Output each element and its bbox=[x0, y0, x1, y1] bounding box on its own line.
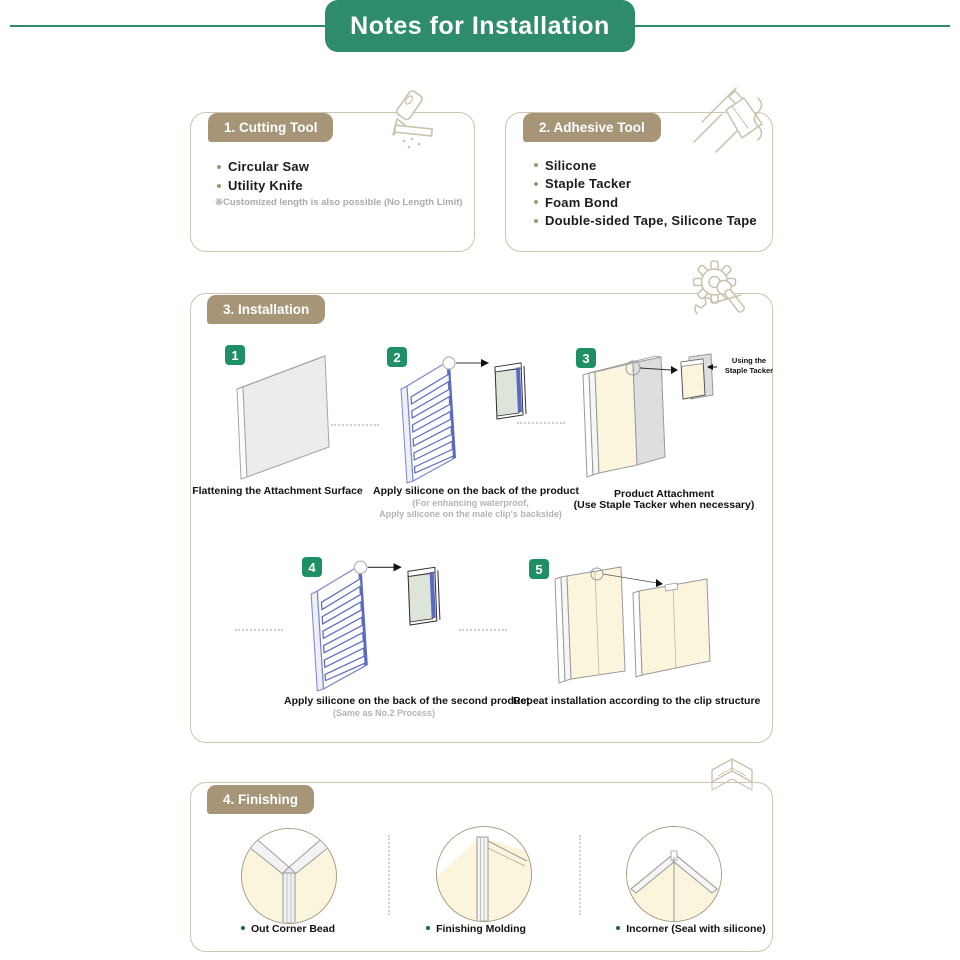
finishing-item-3 bbox=[581, 923, 801, 935]
step1-caption: Flattening the Attachment Surface bbox=[192, 485, 363, 497]
bullet-dot bbox=[534, 182, 538, 186]
list-item bbox=[217, 157, 309, 176]
step2-subcaption-1: (For enhancing waterproof, bbox=[412, 498, 529, 508]
installation-card bbox=[190, 293, 773, 743]
dotted-separator bbox=[517, 422, 565, 424]
bullet-dot bbox=[534, 200, 538, 204]
bullet-dot bbox=[241, 926, 245, 930]
dotted-separator bbox=[388, 835, 390, 915]
bullet-dot bbox=[217, 165, 221, 169]
out-corner-bead-drawing bbox=[242, 829, 336, 923]
finishing-item-label: Finishing Molding bbox=[436, 923, 526, 935]
flat-surface-illustration bbox=[229, 347, 341, 485]
dotted-separator bbox=[459, 629, 507, 631]
step-badge-3: 3 bbox=[576, 348, 596, 368]
step5-caption: Repeat installation according to the clip structure bbox=[513, 695, 761, 707]
bullet-dot bbox=[217, 184, 221, 188]
adhesive-tool-list bbox=[534, 156, 757, 230]
apply-silicone-second-illustration bbox=[307, 557, 443, 693]
bullet-dot bbox=[616, 926, 620, 930]
list-item bbox=[534, 193, 757, 212]
step-badge-2: 2 bbox=[387, 347, 407, 367]
installation-label: 3. Installation bbox=[207, 295, 325, 324]
bullet-dot bbox=[426, 926, 430, 930]
cutting-note: ※Customized length is also possible (No Length Limit) bbox=[215, 197, 463, 208]
step3-caption-2: (Use Staple Tacker when necessary) bbox=[573, 499, 755, 511]
finishing-item-2 bbox=[386, 923, 566, 935]
silicone-gun-icon bbox=[692, 86, 768, 160]
list-item-label: Double-sided Tape, Silicone Tape bbox=[545, 213, 757, 229]
repeat-installation-illustration bbox=[547, 557, 739, 689]
step3-caption: Product Attachment bbox=[614, 488, 714, 500]
step-badge-5: 5 bbox=[529, 559, 549, 579]
list-item bbox=[534, 212, 757, 231]
finishing-item-1 bbox=[198, 923, 378, 935]
finishing-label: 4. Finishing bbox=[207, 785, 314, 814]
finishing-molding-illustration bbox=[436, 826, 532, 922]
corner-bead-icon bbox=[704, 756, 758, 808]
list-item-label: Silicone bbox=[545, 157, 597, 173]
bullet-dot bbox=[534, 219, 538, 223]
dotted-separator bbox=[235, 629, 283, 631]
incorner-drawing bbox=[627, 827, 721, 921]
finishing-item-label: Out Corner Bead bbox=[250, 923, 335, 935]
product-attachment-illustration bbox=[567, 349, 717, 485]
cutting-tool-label: 1. Cutting Tool bbox=[208, 113, 333, 142]
step4-caption: Apply silicone on the back of the second product bbox=[284, 695, 530, 707]
list-item-label: Staple Tacker bbox=[545, 176, 632, 192]
list-item-label: Circular Saw bbox=[228, 159, 310, 174]
out-corner-bead-illustration bbox=[241, 828, 337, 924]
cutting-tool-list bbox=[217, 157, 309, 195]
finishing-molding-drawing bbox=[437, 827, 531, 921]
finishing-item-label: Incorner (Seal with silicone) bbox=[626, 923, 766, 935]
step-badge-1: 1 bbox=[225, 345, 245, 365]
list-item bbox=[217, 176, 309, 195]
gear-wrench-icon bbox=[688, 258, 758, 322]
list-item-label: Foam Bond bbox=[545, 194, 619, 210]
staple-tacker-annotation: Using the Staple Tacker bbox=[724, 356, 774, 375]
adhesive-tool-label: 2. Adhesive Tool bbox=[523, 113, 661, 142]
bullet-dot bbox=[534, 163, 538, 167]
page-title: Notes for Installation bbox=[325, 0, 635, 52]
list-item bbox=[534, 175, 757, 194]
finishing-card bbox=[190, 782, 773, 952]
step2-subcaption-2: Apply silicone on the male clip's backside) bbox=[379, 509, 562, 519]
apply-silicone-illustration bbox=[397, 353, 529, 485]
step2-caption: Apply silicone on the back of the product bbox=[373, 485, 579, 497]
incorner-illustration bbox=[626, 826, 722, 922]
list-item-label: Utility Knife bbox=[228, 178, 303, 193]
utility-knife-icon bbox=[376, 90, 438, 154]
step4-subcaption: (Same as No.2 Process) bbox=[332, 708, 436, 718]
step-badge-4: 4 bbox=[302, 557, 322, 577]
dotted-separator bbox=[579, 835, 581, 915]
dotted-separator bbox=[331, 424, 379, 426]
